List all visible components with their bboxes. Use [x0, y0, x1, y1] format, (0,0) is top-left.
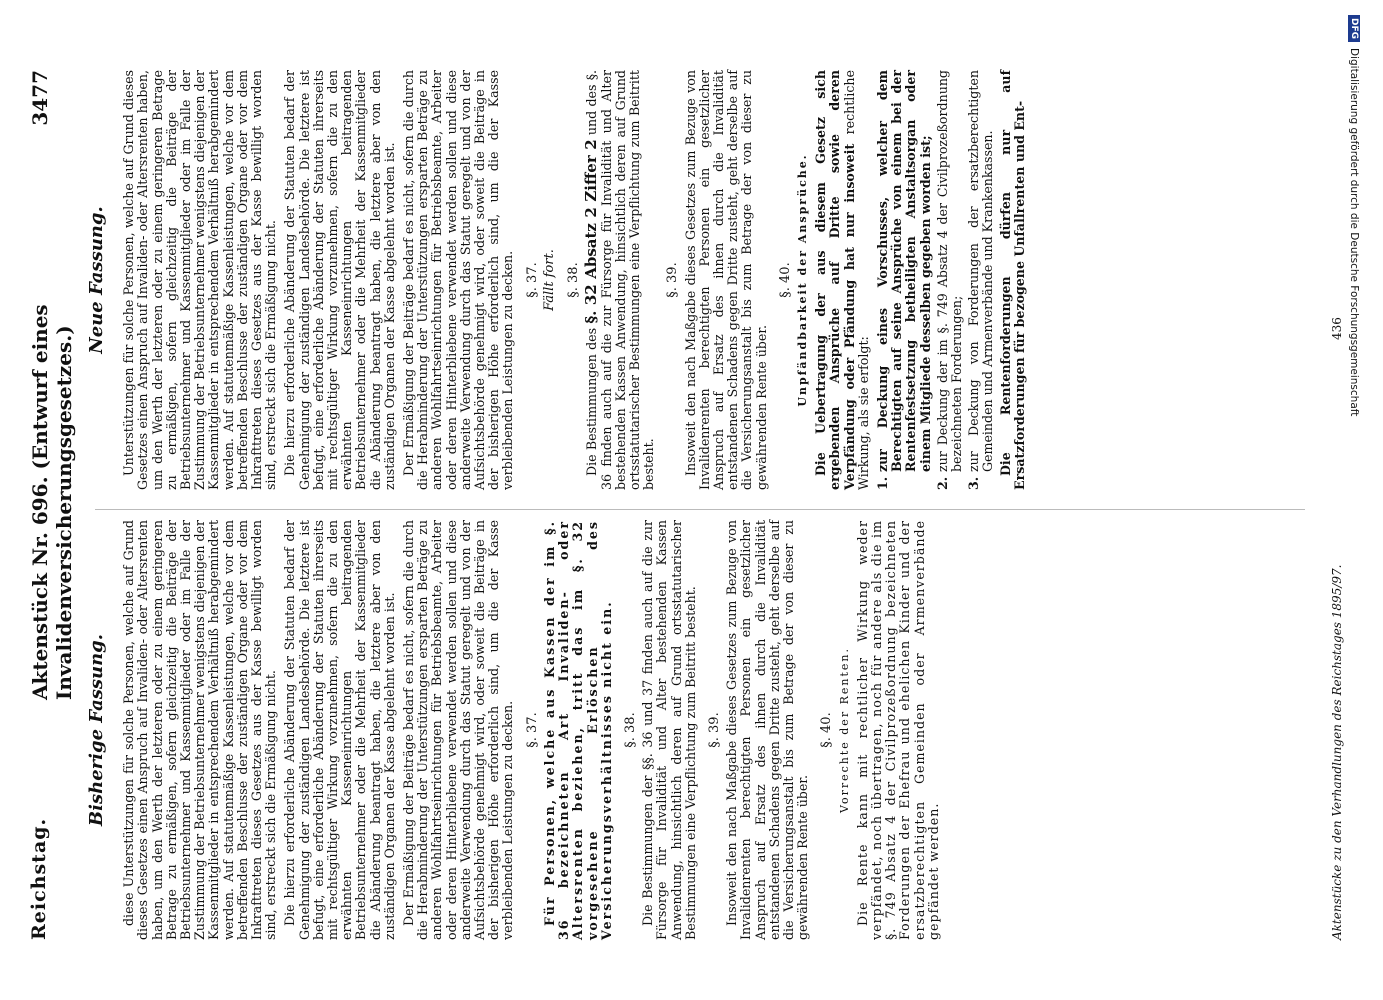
- right-section-40-rest: rechtliche Wirkung, als sie erfolgt:: [841, 70, 871, 490]
- left-paragraph-1: diese Unterstützungen für solche Personen, welche auf Grund dieses Gesetzes einen Anspruch auf Invaliden- oder Altersrenten haben, um den Werth der letzteren oder zu einem geringeren Betrage zu ermäßigen, sofern gleichzeitig die Beiträge der Betriebsunternehmer und Kassenmitglieder oder im Falle der Zustimmung der Betriebsunternehmer wenigstens diejenigen der Kassenmitglieder in entsprechendem Verhältniß herabgemindert werden. Auf statutenmäßige Kassenleistungen, welche vor dem betreffenden Beschlusse der zuständigen Organe oder vor dem Inkrafttreten dieses Gesetzes aus der Kasse bewilligt worden sind, erstreckt sich die Ermäßigung nicht.: [121, 520, 279, 940]
- left-paragraph-2: Die hierzu erforderliche Abänderung der Statuten bedarf der Genehmigung der zuständigen Landesbehörde. Die letztere ist befugt, eine erforderliche Abänderung der Statuten ihrerseits mit rechtsgültiger Wirkung vorzunehmen, sofern die zu den erwähnten Kasseneinrichtungen beitragenden Betriebsunternehmer oder die Mehrheit der Kassenmitglieder die Abänderung beantragt haben, die letztere aber von den zuständigen Organen der Kasse abgelehnt worden ist.: [282, 520, 397, 940]
- left-section-37-heading: §. 37.: [524, 712, 540, 748]
- right-section-40-text: [814, 70, 871, 490]
- list-text: zur Deckung eines Vorschusses, welcher dem Berechtigten auf seine Ansprüche von einem bei der Rentenfestsetzung betheiligten Anstaltsorgan oder einem Mitgliede desselben gegeben worden ist;: [874, 70, 933, 472]
- right-section-38-text-b: und des §. 36 finden auch auf die zur Fürsorge für Invalidität und Alter bestehenden Kassen Anwendung, hinsichtlich deren auf Grund ortsstatutarischer Bestimmungen eine Verpflichtung zum Beitritt besteht.: [584, 70, 657, 490]
- right-paragraph-1: Unterstützungen für solche Personen, welche auf Grund dieses Gesetzes einen Anspruch auf Invaliden- oder Altersrenten haben, um den Werth der letzteren oder zu einem geringeren Betrage zu ermäßigen, sofern gleichzeitig die Beiträge der Betriebsunternehmer und Kassenmitglieder oder im Falle der Zustimmung der Betriebsunternehmer wenigstens diejenigen der Kassenmitglieder in entsprechendem Verhältniß herabgemindert werden. Auf statutenmäßige Kassenleistungen, welche vor dem betreffenden Beschlusse der zuständigen Organe oder vor dem Inkrafttreten dieses Gesetzes aus der Kasse bewilligt worden sind, erstreckt sich die Ermäßigung nicht.: [121, 70, 279, 490]
- right-section-38-bold: §. 32 Absatz 2 Ziffer 2: [582, 139, 601, 324]
- digitization-note: [1348, 15, 1383, 417]
- right-section-40-bold: Die Uebertragung der aus diesem Gesetz sich ergebenden Ansprüche auf Dritte sowie deren Verpfändung oder Pfändung hat nur insoweit: [813, 70, 857, 490]
- left-section-39-text: Insoweit den nach Maßgabe dieses Gesetzes zum Bezuge von Invalidenrenten berechtigten Personen ein gesetzlicher Anspruch auf Ersatz des ihnen durch die Invalidität entstandenen Schadens gegen Dritte zusteht, geht derselbe auf die Versicherungsanstalt bis zum Betrage der von dieser zu gewährenden Rente über.: [724, 520, 811, 940]
- footer-source: Aktenstücke zu den Verhandlungen des Reichstages 1895/97.: [1330, 564, 1344, 940]
- right-section-38-heading: §. 38.: [566, 262, 582, 298]
- right-closing-text: Die Rentenforderungen dürfen nur auf Ersatzforderungen für bezogene Unfallrenten und Ent-: [997, 70, 1027, 490]
- list-item: [934, 70, 964, 490]
- right-section-38-text: [584, 70, 656, 490]
- list-text: zur Deckung der im §. 749 Absatz 4 der Civilprozeßordnung bezeichneten Forderungen;: [934, 70, 964, 472]
- left-section-40-text: Die Rente kann mit rechtlicher Wirkung weder verpfändet, noch übertragen, noch für andere als die im §. 749 Absatz 4 der Civilprozeßordnung bezeichneten Forderungen der Ehefrau und ehelichen Kinder und der ersatzberechtigten Gemeinden oder Armenverbände gepfändet werden.: [854, 520, 941, 940]
- dfg-logo: DFG: [1348, 15, 1360, 42]
- left-column: [86, 520, 946, 940]
- right-section-40-subheading: Unpfändbarkeit der Ansprüche.: [795, 153, 809, 407]
- right-column: [86, 70, 1032, 490]
- header-title: Aktenstück Nr. 696. (Entwurf eines Invalidenversicherungsgesetzes.): [28, 304, 76, 700]
- right-section-39-text: Insoweit den nach Maßgabe dieses Gesetzes zum Bezuge von Invalidenrenten berechtigten Personen ein gesetzlicher Anspruch auf Ersatz des ihnen durch die Invalidität entstandenen Schadens gegen Dritte zusteht, geht derselbe auf die Versicherungsanstalt bis zum Betrage der von dieser zu gewährenden Rente über.: [682, 70, 769, 490]
- footer-signature: 436: [1330, 317, 1344, 340]
- left-section-40-heading: §. 40.: [819, 712, 835, 748]
- left-section-40-subheading: Vorrechte der Renten.: [837, 647, 851, 813]
- left-section-38-text: Die Bestimmungen der §§. 36 und 37 finden auch auf die zur Fürsorge für Invalidität und Alter bestehenden Kassen Anwendung, hinsichtlich deren auf Grund ortsstatutarischer Bestimmungen eine Verpflichtung zum Beitritt besteht.: [640, 520, 698, 940]
- list-number: 2.: [934, 476, 950, 490]
- page-number: 3477: [28, 70, 52, 126]
- right-paragraph-3: Der Ermäßigung der Beiträge bedarf es nicht, sofern die durch die Herabminderung der Unterstützungen ersparten Beträge zu anderen Wohlfahrtseinrichtungen für Betriebsbeamte, Arbeiter oder deren Hinterbliebene verwendet werden sollen und diese anderweite Verwendung durch das Statut geregelt und von der Aufsichtsbehörde genehmigt wird, oder soweit die Beiträge in der bisherigen Höhe erforderlich sind, um die der Kasse verbleibenden Leistungen zu decken.: [401, 70, 516, 490]
- right-paragraph-2: Die hierzu erforderliche Abänderung der Statuten bedarf der Genehmigung der zuständigen Landesbehörde. Die letztere ist befugt, eine erforderliche Abänderung der Statuten ihrerseits mit rechtsgültiger Wirkung vorzunehmen, sofern die zu den erwähnten Kasseneinrichtungen beitragenden Betriebsunternehmer oder die Mehrheit der Kassenmitglieder die Abänderung beantragt haben, die letztere aber von den zuständigen Organen der Kasse abgelehnt worden ist.: [282, 70, 397, 490]
- column-divider: [95, 509, 1305, 510]
- list-number: 3.: [966, 476, 982, 490]
- left-column-title: Bisherige Fassung.: [86, 633, 107, 827]
- right-section-37-heading: §. 37.: [524, 262, 540, 298]
- right-section-39-heading: §. 39.: [665, 262, 681, 298]
- right-section-37-text: Fällt fort.: [541, 249, 557, 311]
- list-number: 1.: [874, 476, 890, 490]
- right-column-title: Neue Fassung.: [86, 206, 107, 354]
- header-left: Reichstag.: [28, 817, 50, 940]
- list-item: [966, 70, 996, 490]
- left-section-38-heading: §. 38.: [622, 712, 638, 748]
- left-section-37-text: Für Personen, welche aus Kassen der im §. 36 bezeichneten Art Invaliden- oder Altersrenten beziehen, tritt das im §. 32 vorgesehene Erlöschen des Versicherungsverhältnisses nicht ein.: [541, 520, 614, 940]
- left-paragraph-3: Der Ermäßigung der Beiträge bedarf es nicht, sofern die durch die Herabminderung der Unterstützungen ersparten Beträge zu anderen Wohlfahrtseinrichtungen für Betriebsbeamte, Arbeiter oder deren Hinterbliebene verwendet werden sollen und diese anderweite Verwendung durch das Statut geregelt und von der Aufsichtsbehörde genehmigt wird, oder soweit die Beiträge in der bisherigen Höhe erforderlich sind, um die der Kasse verbleibenden Leistungen zu decken.: [401, 520, 516, 940]
- left-section-39-heading: §. 39.: [706, 712, 722, 748]
- digitization-text: Digitalisierung gefördert durch die Deutsche Forschungsgemeinschaft: [1348, 48, 1360, 417]
- right-section-40-heading: §. 40.: [777, 262, 793, 298]
- list-text: zur Deckung von Forderungen der ersatzberechtigten Gemeinden und Armenverbände und Krankenkassen.: [966, 70, 996, 472]
- page-header: [20, 70, 76, 940]
- right-section-38-text-a: Die Bestimmungen des: [584, 327, 600, 476]
- list-item: [874, 70, 933, 490]
